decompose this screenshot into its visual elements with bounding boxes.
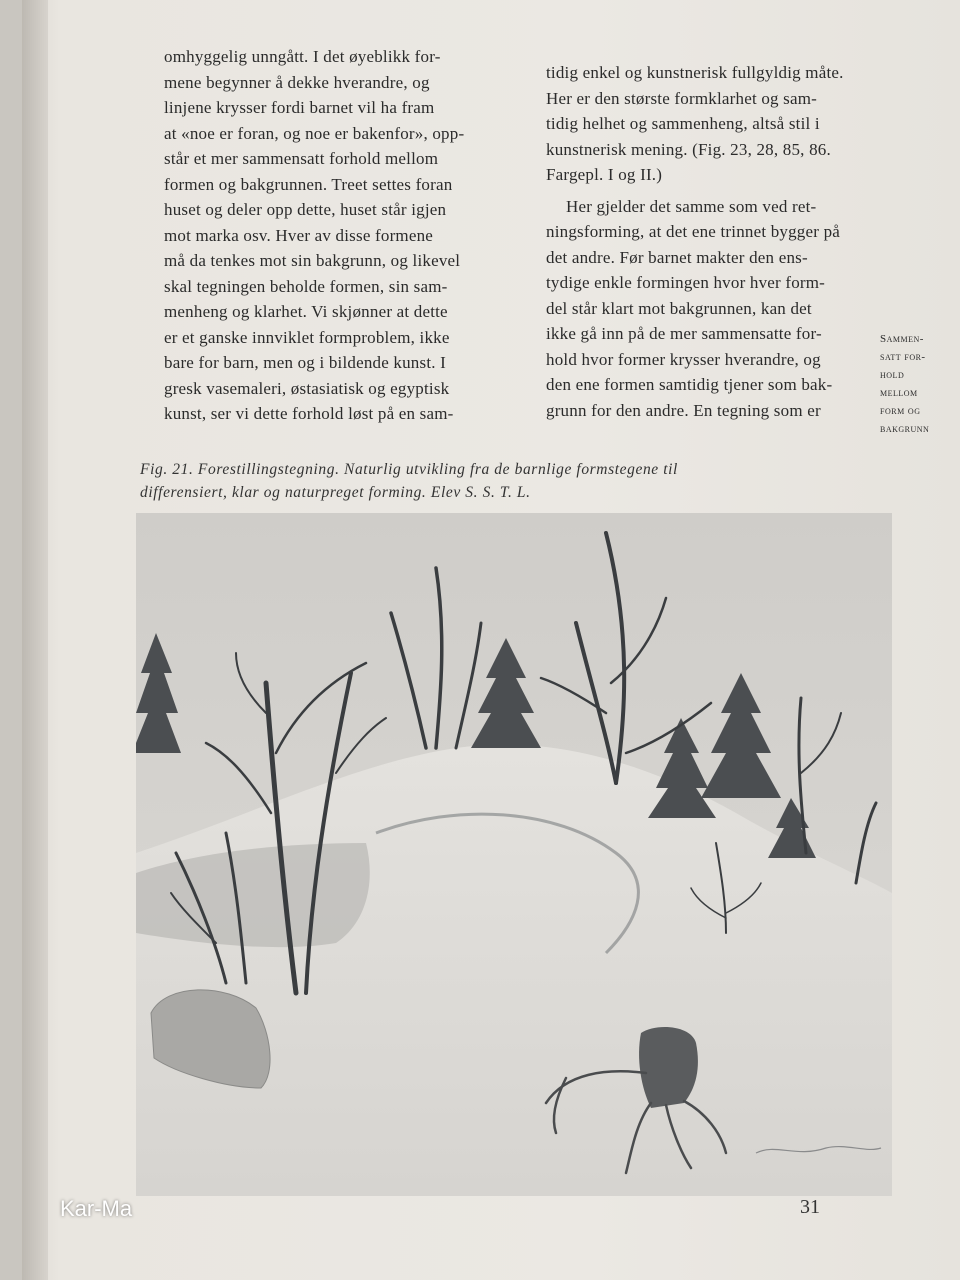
text-line: linjene krysser fordi barnet vil ha fram xyxy=(164,98,435,117)
text-line: kunst, ser vi dette forhold løst på en sam- xyxy=(164,404,454,423)
margin-note-line: satt for- xyxy=(880,351,926,363)
text-line: tydige enkle formingen hvor hver form- xyxy=(546,273,826,292)
text-line: kunstnerisk mening. (Fig. 23, 28, 85, 86. xyxy=(546,139,831,159)
margin-note xyxy=(880,330,960,438)
text-line: tidig helhet og sammenheng, altså stil i xyxy=(546,114,820,133)
text-line: ikke gå inn på de mer sammensatte for- xyxy=(546,324,822,343)
text-line: står et mer sammensatt forhold mellom xyxy=(164,149,439,168)
margin-note-line: Sammen- xyxy=(880,333,924,345)
right-text-column xyxy=(546,60,890,423)
text-line: bare for barn, men og i bildende kunst. I xyxy=(164,353,447,372)
watermark: Kar-Ma xyxy=(60,1196,133,1221)
caption-line: differensiert, klar og naturpreget forming. Elev S. S. T. L. xyxy=(140,484,531,501)
figure-caption xyxy=(140,458,780,504)
caption-line: Fig. 21. Forestillingstegning. Naturlig utvikling fra de barnlige formstegene til xyxy=(140,461,678,478)
text-line: det andre. Før barnet makter den ens- xyxy=(546,247,808,267)
text-line: menheng og klarhet. Vi skjønner at dette xyxy=(164,302,448,321)
text-line: Her er den største formklarhet og sam- xyxy=(546,88,818,108)
text-line: gresk vasemaleri, østasiatisk og egyptisk xyxy=(164,378,450,398)
text-line: del står klart mot bakgrunnen, kan det xyxy=(546,298,812,318)
text-line: mene begynner å dekke hverandre, og xyxy=(164,72,430,92)
winter-landscape-illustration xyxy=(136,513,892,1196)
left-text-column xyxy=(164,44,526,427)
text-line: huset og deler opp dette, huset står igjen xyxy=(164,200,447,219)
text-line: skal tegningen beholde formen, sin sam- xyxy=(164,276,448,296)
text-line: mot marka osv. Hver av disse formene xyxy=(164,225,434,245)
margin-note-line: hold xyxy=(880,369,905,381)
text-line: at «noe er foran, og noe er bakenfor», opp- xyxy=(164,123,465,143)
margin-note-line: mellom xyxy=(880,387,918,399)
text-line: er et ganske innviklet formproblem, ikke xyxy=(164,327,450,347)
text-line: må da tenkes mot sin bakgrunn, og likevel xyxy=(164,251,461,270)
text-line: tidig enkel og kunstnerisk fullgyldig måte. xyxy=(546,63,844,82)
book-spine xyxy=(22,0,48,1280)
text-line: den ene formen samtidig tjener som bak- xyxy=(546,375,833,394)
page-number: 31 xyxy=(800,1196,820,1218)
margin-note-line: bakgrunn xyxy=(880,423,930,435)
text-line: ningsforming, at det ene trinnet bygger på xyxy=(546,222,841,241)
figure-drawing xyxy=(136,513,892,1196)
text-line: hold hvor former krysser hverandre, og xyxy=(546,349,821,369)
margin-note-line: form og xyxy=(880,405,921,417)
text-line: grunn for den andre. En tegning som er xyxy=(546,400,821,420)
text-line: Her gjelder det samme som ved ret- xyxy=(566,196,817,216)
text-line: omhyggelig unngått. I det øyeblikk for- xyxy=(164,47,441,66)
text-line: Fargepl. I og II.) xyxy=(546,165,663,184)
text-line: formen og bakgrunnen. Treet settes foran xyxy=(164,174,453,194)
